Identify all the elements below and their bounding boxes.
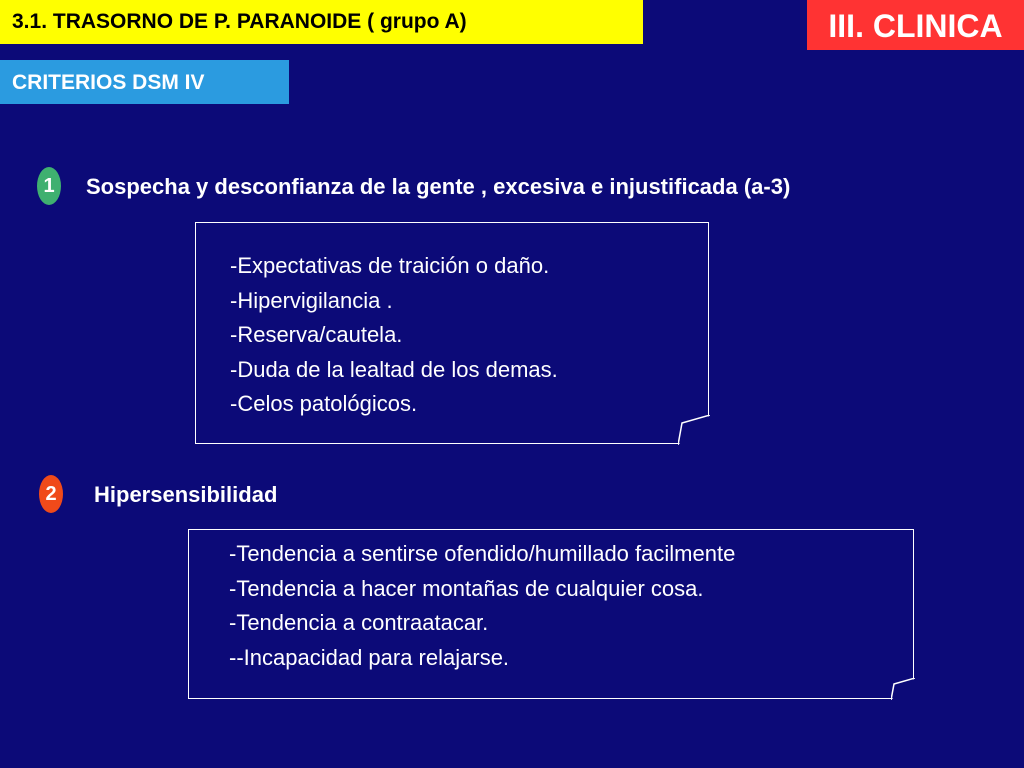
criterion-2-list — [229, 537, 735, 675]
criterion-1-note — [195, 222, 709, 444]
list-item: -Tendencia a sentirse ofendido/humillado facilmente — [229, 541, 736, 566]
list-item: -Tendencia a contraatacar. — [229, 610, 489, 635]
list-item: -Hipervigilancia . — [230, 287, 393, 313]
criterion-1-badge: 1 — [37, 167, 61, 205]
list-item: -Reserva/cautela. — [230, 322, 403, 347]
chapter-label: III. CLINICA — [807, 0, 1024, 50]
folded-corner-icon — [891, 678, 915, 700]
criterion-2-badge: 2 — [39, 475, 63, 513]
list-item: --Incapacidad para relajarse. — [229, 644, 510, 670]
list-item: -Tendencia a hacer montañas de cualquier cosa. — [229, 575, 704, 601]
criterion-2-title: Hipersensibilidad — [94, 482, 278, 507]
list-item: -Duda de la lealtad de los demas. — [230, 356, 558, 382]
list-item: -Expectativas de traición o daño. — [230, 253, 550, 278]
list-item: -Celos patológicos. — [230, 391, 418, 416]
criteria-label: CRITERIOS DSM IV — [0, 60, 289, 104]
folded-corner-icon — [678, 415, 710, 445]
section-title: 3.1. TRASORNO DE P. PARANOIDE ( grupo A) — [0, 0, 643, 44]
criterion-1-title: Sospecha y desconfianza de la gente , excesiva e injustificada (a-3) — [86, 174, 791, 199]
criterion-2-note — [188, 529, 914, 699]
criterion-1-list — [230, 249, 558, 422]
